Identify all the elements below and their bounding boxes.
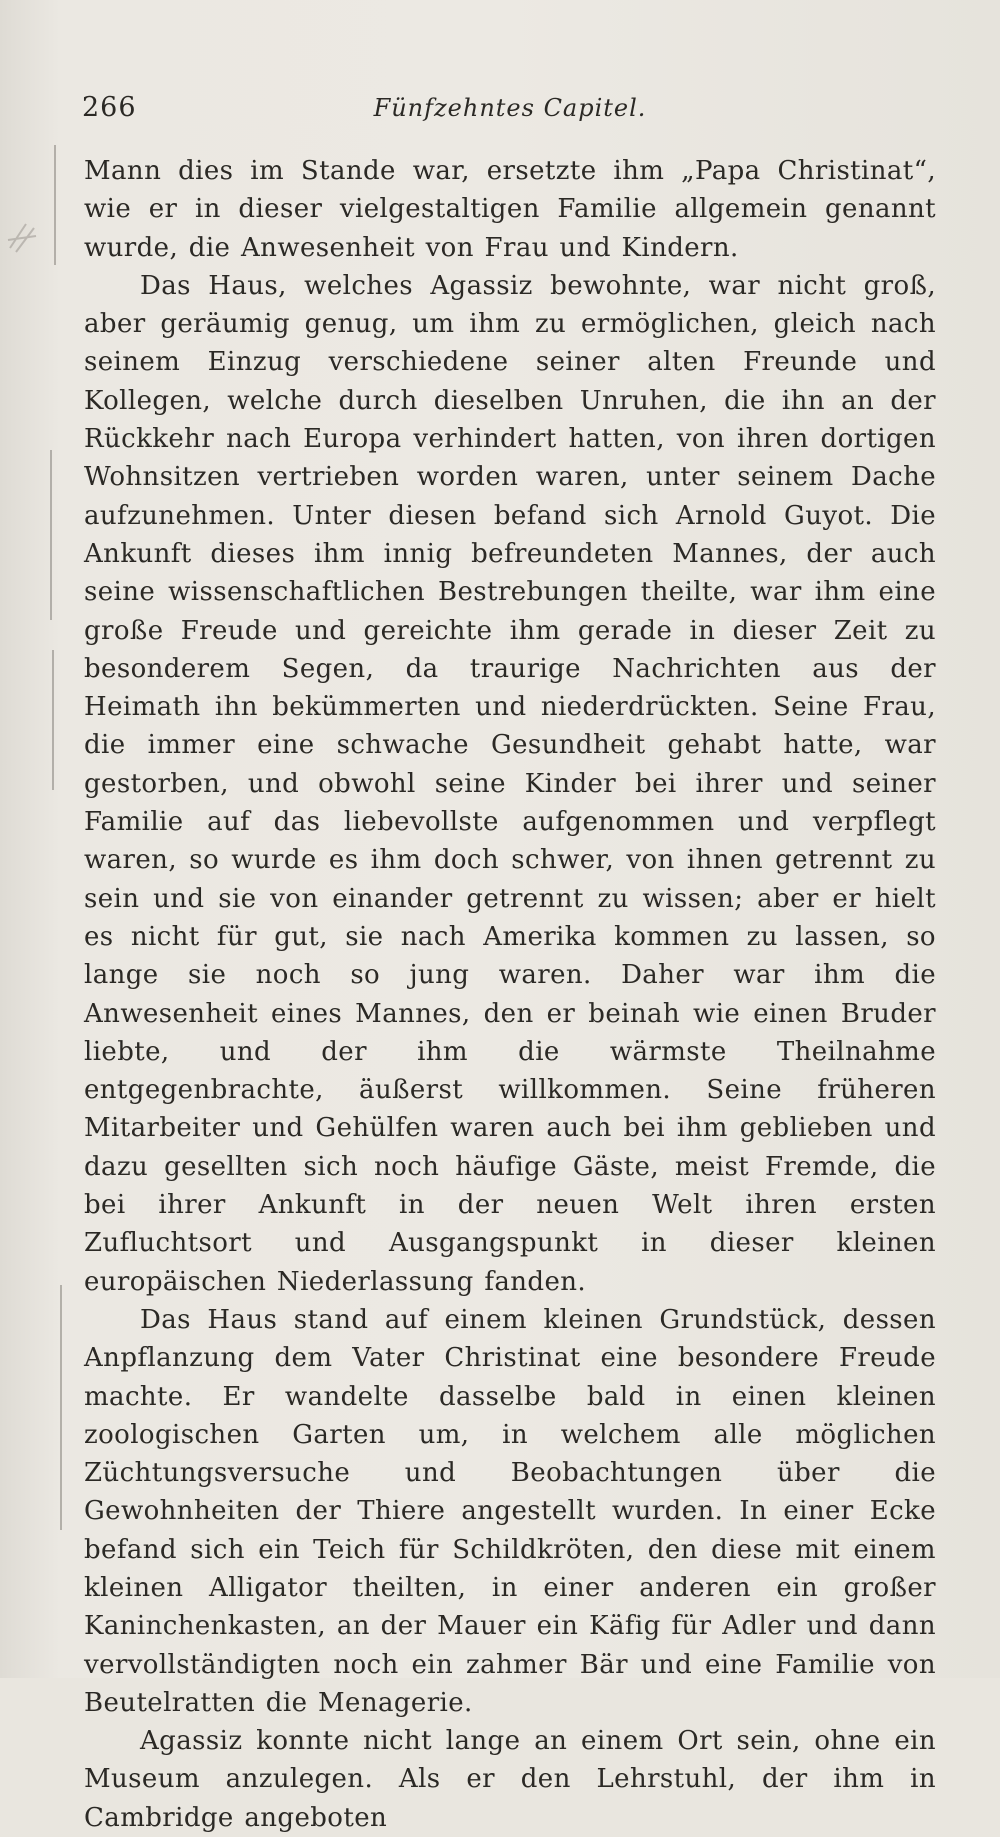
paragraph: Das Haus, welches Agassiz bewohnte, war nicht groß, aber geräumig genug, um ihm zu ermöglichen, gleich nach seinem Einzug verschiedene seiner alten Freunde und Kollegen, welche durch dieselben Unruhen, die ihn an der Rückkehr nach Europa verhindert hatten, von ihren dortigen Wohnsitzen vertrieben worden waren, unter seinem Dache aufzunehmen. Unter diesen befand sich Arnold Guyot. Die Ankunft dieses ihm innig befreundeten Mannes, der auch seine wissenschaftlichen Bestrebungen theilte, war ihm eine große Freude und gereichte ihm gerade in dieser Zeit zu besonderem Segen, da traurige Nachrichten aus der Heimath ihn bekümmerten und niederdrückten. Seine Frau, die immer eine schwache Gesundheit gehabt hatte, war gestorben, und obwohl seine Kinder bei ihrer und seiner Familie auf das liebevollste aufgenommen und verpflegt waren, so wurde es ihm doch schwer, von ihnen getrennt zu sein und sie von einander getrennt zu wissen; aber er hielt es nicht für gut, sie nach Amerika kommen zu lassen, so lange sie noch so jung waren. Daher war ihm die Anwesenheit eines Mannes, den er beinah wie einen Bruder liebte, und der ihm die wärmste Theilnahme entgegenbrachte, äußerst willkommen. Seine früheren Mitarbeiter und Gehülfen waren auch bei ihm geblieben und dazu gesellten sich noch häufige Gäste, meist Fremde, die bei ihrer Ankunft in der neuen Welt ihren ersten Zufluchtsort und Ausgangspunkt in dieser kleinen europäischen Niederlassung fanden. bbox=[84, 270, 936, 1297]
page-header bbox=[82, 92, 938, 132]
margin-pencil-line-4 bbox=[60, 1285, 62, 1530]
paragraph: Das Haus stand auf einem kleinen Grundstück, dessen Anpflanzung dem Vater Christinat eine besondere Freude machte. Er wandelte dasselbe bald in einen kleinen zoologischen Garten um, in welchem alle möglichen Züchtungsversuche und Beobachtungen über die Gewohnheiten der Thiere angestellt wurden. In einer Ecke befand sich ein Teich für Schildkröten, den diese mit einem kleinen Alligator theilten, in einer anderen ein großer Kaninchenkasten, an der Mauer ein Käfig für Adler und dann vervollständigten noch ein zahmer Bär und eine Familie von Beutelratten die Menagerie. bbox=[84, 1304, 936, 1718]
pencil-scribble-icon bbox=[6, 218, 40, 258]
margin-pencil-line-2 bbox=[50, 450, 52, 620]
body-text bbox=[84, 152, 936, 1837]
margin-pencil-line-1 bbox=[54, 145, 56, 265]
paragraph: Agassiz konnte nicht lange an einem Ort sein, ohne ein Museum anzulegen. Als er den Lehrstuhl, der ihm in Cambridge angeboten bbox=[84, 1726, 936, 1833]
page-number: 266 bbox=[82, 92, 137, 123]
running-head: Fünfzehntes Capitel. bbox=[373, 94, 647, 122]
margin-pencil-line-3 bbox=[52, 650, 54, 790]
paragraph: Mann dies im Stande war, ersetzte ihm „Papa Christinat“, wie er in dieser vielgestaltigen Familie allgemein genannt wurde, die Anwesenheit von Frau und Kindern. bbox=[84, 156, 936, 263]
